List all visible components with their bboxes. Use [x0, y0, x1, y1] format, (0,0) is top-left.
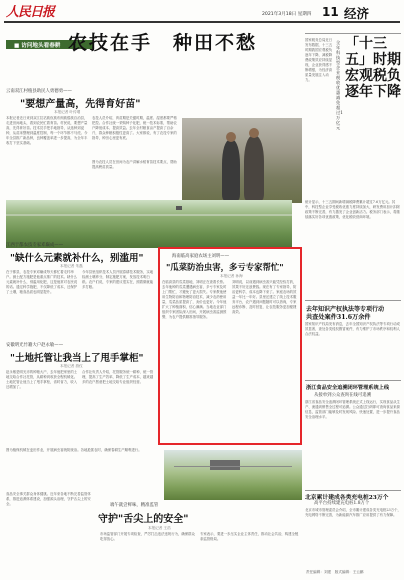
- story4-kicker: 海南临高家庭农场主刘明——: [172, 254, 230, 259]
- brief3-subhead: 高平台持续建充电桩1.8万个: [314, 501, 370, 506]
- story5-kicker: 端午就尝鲜味，精准监管: [110, 503, 159, 508]
- story1-body-col2: 农技人员介绍，育苗期是关键时期，温度、湿度都要严格把控。合作社统一采购种子化肥，统一技术标准，帮助农户降低成本、提高效益。去年全村粮食亩产提高了百余斤，群众种粮积极性更高了。大家都说，有了农技专家的指导，种田心里更有底。: [92, 116, 177, 140]
- issue-date: 2021年3月18日 星期四: [262, 12, 312, 17]
- brief3-rule: [305, 490, 401, 491]
- story5-body-col1: 食品安全事关群众身体健康。近年来各地不断完善监管体系，推进追溯体系建设，加强源头治理，守护舌尖上的安全。: [6, 492, 91, 506]
- story3-body-col1: 赵永敏是明光市的种粮大户，去年他把家里的土地交给合作社托管，从耕种到收获全程机械化。土地托管让他当上了甩手掌柜，省时省力，收入还增加了。: [6, 370, 78, 389]
- story4-byline: 本报记者 孙海: [220, 274, 243, 278]
- newspaper-logo: 人民日报: [6, 5, 55, 20]
- story5-body-col3: 专家表示，要进一步压实企业主体责任，推动社会共治，构建全链条监管格局。: [200, 532, 299, 541]
- photo-field-tractor: [6, 200, 292, 248]
- column-band-label: ■ 访问地头看春耕: [14, 43, 61, 49]
- story3-headline: "土地托管让我当上了甩手掌柜": [10, 353, 144, 364]
- story2-byline: 本报记者 朱磊: [60, 264, 83, 268]
- brief1-headline: 去年知识产权执法等专项行动: [306, 306, 385, 313]
- story1-byline: 本报记者 叶传增: [54, 110, 81, 114]
- story5-byline: 本报记者 王浩: [148, 526, 171, 530]
- story2-body-col2: 今年县里组织技术人员开展春耕技术服务，实地检测土壤养分，制定施肥方案，发放技术明白纸。农户们说，专家的建议很实在，照着做就能多打粮。: [82, 270, 154, 289]
- photo-caption-sprayer: 图为植保机械在麦田作业，开展病虫害统防统治。各地抢抓农时，确保春耕生产顺利进行。: [6, 448, 142, 452]
- page-number: 11: [322, 5, 339, 19]
- story5-body-col2: 市场监管部门开展专项检查，严厉打击违法违规行为，确保群众吃得放心。: [100, 532, 195, 541]
- story1-body-col1: 本报记者近日来到双江拉祜族佤族布朗族傣族自治县，走进田间地头，看到农民忙着育苗。村民说，要想产量高，先得育好苗。技术员手把手地指导，从选种到浸种，从苗床整理到温度控制，每一个环节都不马虎。今年全县推广新品种，良种覆盖率进一步提高，为全年丰收打下坚实基础。: [6, 116, 88, 145]
- masthead-rule: [4, 21, 400, 23]
- story1-kicker: 云南双江村植县助民人勇德勇——: [6, 89, 72, 94]
- story4-body-col2: 刘明说，以前遇到病虫害只能凭经验打药，效果不好还浪费钱。现在有了专家指导，防治更科学，成本也降下来了。家庭农场的效益一年比一年好。县里还建立了线上技术服务平台，农户遇到问题随时可以咨询，专家远程诊断、及时回复，让农技服务更加便捷高效。: [232, 280, 297, 314]
- brief2-body: 浙江省食品安全追溯闭环管理系统正式上线运行，实现食品从生产、流通到销售全过程可追溯。公众通过扫码即可查询食品来源信息，监管部门能够及时发现风险、快速处置，进一步提升食品安全治理水平。: [305, 400, 400, 419]
- story5-headline: 守护"舌尖上的安全": [98, 514, 189, 525]
- right-column-rule: [305, 33, 401, 34]
- story2-kicker: 江西于都农技专家邓巅成——: [6, 243, 64, 248]
- story4-body-col1: 在临高县的瓜菜基地，刘明正在查看长势。去年他种的瓜菜遭遇病虫害，多亏专家及时上门帮忙，才避免了更大损失。专家教他使用生物防治和物理防治技术，减少农药使用量，瓜菜品质提高了，卖价也更好。今年他扩大了种植面积，信心满满。当地农业部门组织专家团队深入田间，开展病虫害监测预警，为农户提供精准指导服务。: [162, 280, 227, 319]
- right-column-headline: 「十三五」时期宏观税负逐年下降: [345, 36, 401, 100]
- brief1-body: 国家知识产权局发布消息，去年全国知识产权执法等专项行动成效显著，查处各类侵权假冒案件，有力维护了市场秩序和权利人合法权益。: [305, 322, 400, 336]
- brief2-rule: [305, 380, 401, 381]
- story3-byline: 本报记者 游仪: [60, 364, 83, 368]
- right-column-subhead: 全年科技型企业税收优惠减免超过1万亿元: [336, 40, 343, 130]
- story2-headline: "缺什么元素就补什么，别滥用": [10, 253, 144, 264]
- section-title: 经济: [344, 6, 370, 21]
- story4-headline: "瓜菜防治虫害，多亏专家帮忙": [166, 262, 284, 272]
- brief2-subhead: 从接单到公众查询在线可追溯: [314, 393, 372, 398]
- brief1-subhead: 共查处案件31.6万余件: [306, 314, 371, 321]
- brief3-headline: 北京累计建成各类充电桩23万个: [305, 495, 389, 501]
- brief1-rule: [305, 300, 401, 301]
- main-headline: 农技在手 种田不愁: [68, 32, 258, 54]
- photo-field-sprayer: [164, 450, 302, 500]
- brief3-body: 北京市城市管理委员会介绍，全市累计建成各类充电桩23万个，充电网络不断完善，为新能源汽车推广应用提供了有力保障。: [305, 508, 401, 517]
- photo-farmers: [182, 118, 302, 203]
- brief2-headline: 浙江食品安全追溯闭环管理系统上线: [306, 385, 390, 391]
- right-column-body-top: 国家税务总局近日发布数据，十三五时期我国宏观税负逐年下降，减税降费政策效应持续显现，企业获得感不断增强，为经济高质量发展注入动力。: [305, 38, 333, 82]
- story3-body-col2: 合作社负责人介绍，托管服务统一耕种、统一管理，提高了生产效率，降低了生产成本，越来越多的农户愿意把土地交给专业组织经营。: [82, 370, 154, 384]
- photo-caption-people: 图为农技人员在田间为农户讲解水稻育苗技术要点，帮助提高秧苗质量。: [92, 160, 177, 169]
- right-column-body: 统计显示，十三五期间新增减税降费累计超过7.6万亿元。其中，科技型企业享受税收优惠力度持续加大，研发费用加计扣除政策不断完善，有力激发了企业创新活力。税务部门表示，将继续落实好各项优惠政策，优化税收营商环境。: [305, 200, 400, 219]
- story2-body-col1: 在于都县，农技专家邓巅成每天都忙着走村串户。测土配方施肥是他重点推广的技术。缺什么元素就补什么，别滥用化肥，这是他常对农民说的话。通过科学施肥，不仅降低了成本，还保护了土壤，粮食品质也明显提升。: [6, 270, 78, 294]
- page-footer: 责任编辑：刘建 版式编辑：王云鹏: [306, 570, 364, 574]
- story3-kicker: 安徽明光竹籍大户赵永敏——: [6, 343, 64, 348]
- story1-headline: "要想产量高，先得育好苗": [20, 99, 141, 110]
